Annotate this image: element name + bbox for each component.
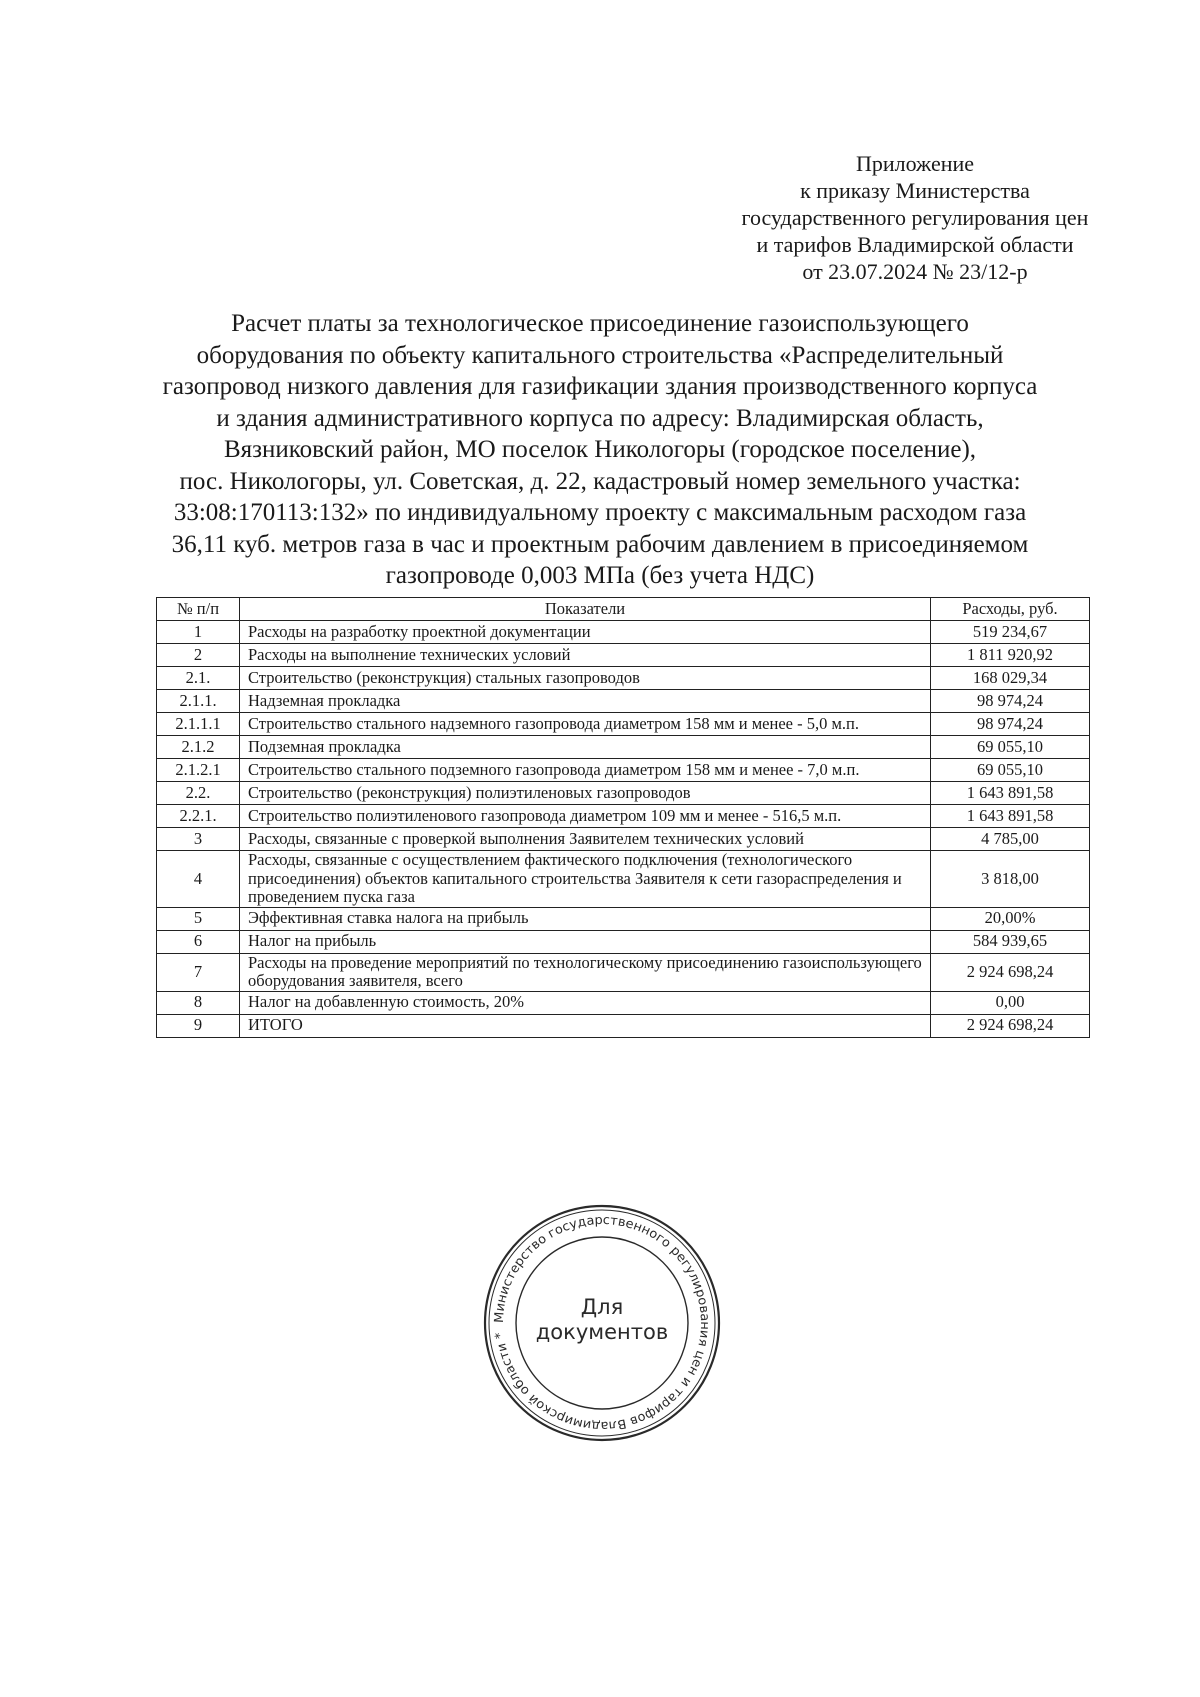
row-indicator: Налог на прибыль (240, 930, 931, 953)
table-row (157, 644, 1090, 667)
official-stamp (482, 1203, 722, 1443)
row-indicator: Подземная прокладка (240, 736, 931, 759)
table-row (157, 736, 1090, 759)
row-expenses: 3 818,00 (931, 851, 1090, 908)
row-indicator: Строительство (реконструкция) полиэтиленовых газопроводов (240, 782, 931, 805)
row-indicator: Надземная прокладка (240, 690, 931, 713)
row-indicator: Расходы, связанные с проверкой выполнения Заявителем технических условий (240, 828, 931, 851)
row-num: 7 (157, 953, 240, 991)
row-indicator: ИТОГО (240, 1014, 931, 1037)
row-num: 2.1.2.1 (157, 759, 240, 782)
table-row (157, 907, 1090, 930)
row-num: 5 (157, 907, 240, 930)
title-line: пос. Никологоры, ул. Советская, д. 22, кадастровый номер земельного участка: (179, 467, 1021, 495)
title-line: Расчет платы за технологическое присоединение газоиспользующего (231, 310, 969, 337)
appendix-line: государственного регулирования цен (741, 205, 1089, 230)
row-indicator: Расходы на выполнение технических условий (240, 644, 931, 667)
row-indicator: Строительство (реконструкция) стальных газопроводов (240, 667, 931, 690)
row-expenses: 20,00% (931, 907, 1090, 930)
row-expenses: 0,00 (931, 991, 1090, 1014)
title-line: и здания административного корпуса по адресу: Владимирская область, (216, 404, 984, 432)
row-num: 2.2. (157, 782, 240, 805)
row-expenses: 1 811 920,92 (931, 644, 1090, 667)
row-expenses: 2 924 698,24 (931, 953, 1090, 991)
document-title (120, 308, 1080, 592)
row-num: 4 (157, 851, 240, 908)
table-row (157, 991, 1090, 1014)
appendix-line: к приказу Министерства (800, 178, 1030, 203)
row-num: 2.1. (157, 667, 240, 690)
row-indicator: Расходы, связанные с осуществлением фактического подключения (технологического присоединения) объектов капитального строительства Заявителя к сети газораспределения и проведением пуска газа (240, 851, 931, 908)
stamp-center-line: документов (535, 1320, 669, 1344)
header-num: № п/п (157, 598, 240, 621)
row-indicator: Строительство стального подземного газопровода диаметром 158 мм и менее - 7,0 м.п. (240, 759, 931, 782)
table-row (157, 953, 1090, 991)
row-expenses: 69 055,10 (931, 736, 1090, 759)
stamp-center-text (482, 1295, 722, 1345)
row-num: 2 (157, 644, 240, 667)
row-expenses: 584 939,65 (931, 930, 1090, 953)
row-expenses: 1 643 891,58 (931, 805, 1090, 828)
table-row (157, 851, 1090, 908)
cost-table (156, 597, 1090, 1038)
table-row (157, 667, 1090, 690)
stamp-ring-textpath: Министерство государственного регулирования цен и тарифов Владимирской области * (490, 1211, 714, 1435)
title-line: 36,11 куб. метров газа в час и проектным рабочим давлением в присоединяемом (171, 530, 1029, 558)
row-expenses: 69 055,10 (931, 759, 1090, 782)
row-num: 8 (157, 991, 240, 1014)
row-expenses: 519 234,67 (931, 621, 1090, 644)
row-num: 2.2.1. (157, 805, 240, 828)
appendix-line: от 23.07.2024 № 23/12-р (802, 259, 1028, 284)
row-indicator: Расходы на проведение мероприятий по технологическому присоединению газоиспользующего оборудования заявителя, всего (240, 953, 931, 991)
row-num: 2.1.1.1 (157, 713, 240, 736)
row-expenses: 2 924 698,24 (931, 1014, 1090, 1037)
table-row (157, 621, 1090, 644)
row-expenses: 1 643 891,58 (931, 782, 1090, 805)
table-row (157, 828, 1090, 851)
title-line: газопровод низкого давления для газификации здания производственного корпуса (162, 373, 1038, 400)
row-indicator: Налог на добавленную стоимость, 20% (240, 991, 931, 1014)
table-row (157, 690, 1090, 713)
row-num: 6 (157, 930, 240, 953)
row-num: 2.1.2 (157, 736, 240, 759)
row-indicator: Эффективная ставка налога на прибыль (240, 907, 931, 930)
row-num: 2.1.1. (157, 690, 240, 713)
row-expenses: 98 974,24 (931, 690, 1090, 713)
header-expenses: Расходы, руб. (931, 598, 1090, 621)
row-indicator: Расходы на разработку проектной документации (240, 621, 931, 644)
row-expenses: 98 974,24 (931, 713, 1090, 736)
row-expenses: 168 029,34 (931, 667, 1090, 690)
table-row (157, 713, 1090, 736)
title-line: 33:08:170113:132» по индивидуальному проекту с максимальным расходом газа (173, 499, 1027, 526)
row-num: 3 (157, 828, 240, 851)
table-row (157, 1014, 1090, 1037)
header-indicator: Показатели (240, 598, 931, 621)
table-row (157, 782, 1090, 805)
row-indicator: Строительство полиэтиленового газопровода диаметром 109 мм и менее - 516,5 м.п. (240, 805, 931, 828)
table-header-row (157, 598, 1090, 621)
appendix-line: и тарифов Владимирской области (756, 232, 1074, 257)
stamp-center-line: Для (580, 1295, 624, 1319)
row-num: 1 (157, 621, 240, 644)
title-line: оборудования по объекту капитального строительства «Распределительный (196, 341, 1004, 369)
table-row (157, 805, 1090, 828)
row-num: 9 (157, 1014, 240, 1037)
row-expenses: 4 785,00 (931, 828, 1090, 851)
appendix-header (700, 150, 1130, 285)
appendix-line: Приложение (855, 151, 975, 176)
table-row (157, 930, 1090, 953)
title-line: Вязниковский район, МО поселок Никологоры (городское поселение), (223, 436, 977, 463)
row-indicator: Строительство стального надземного газопровода диаметром 158 мм и менее - 5,0 м.п. (240, 713, 931, 736)
table-row (157, 759, 1090, 782)
title-line: газопроводе 0,003 МПа (без учета НДС) (385, 562, 815, 589)
